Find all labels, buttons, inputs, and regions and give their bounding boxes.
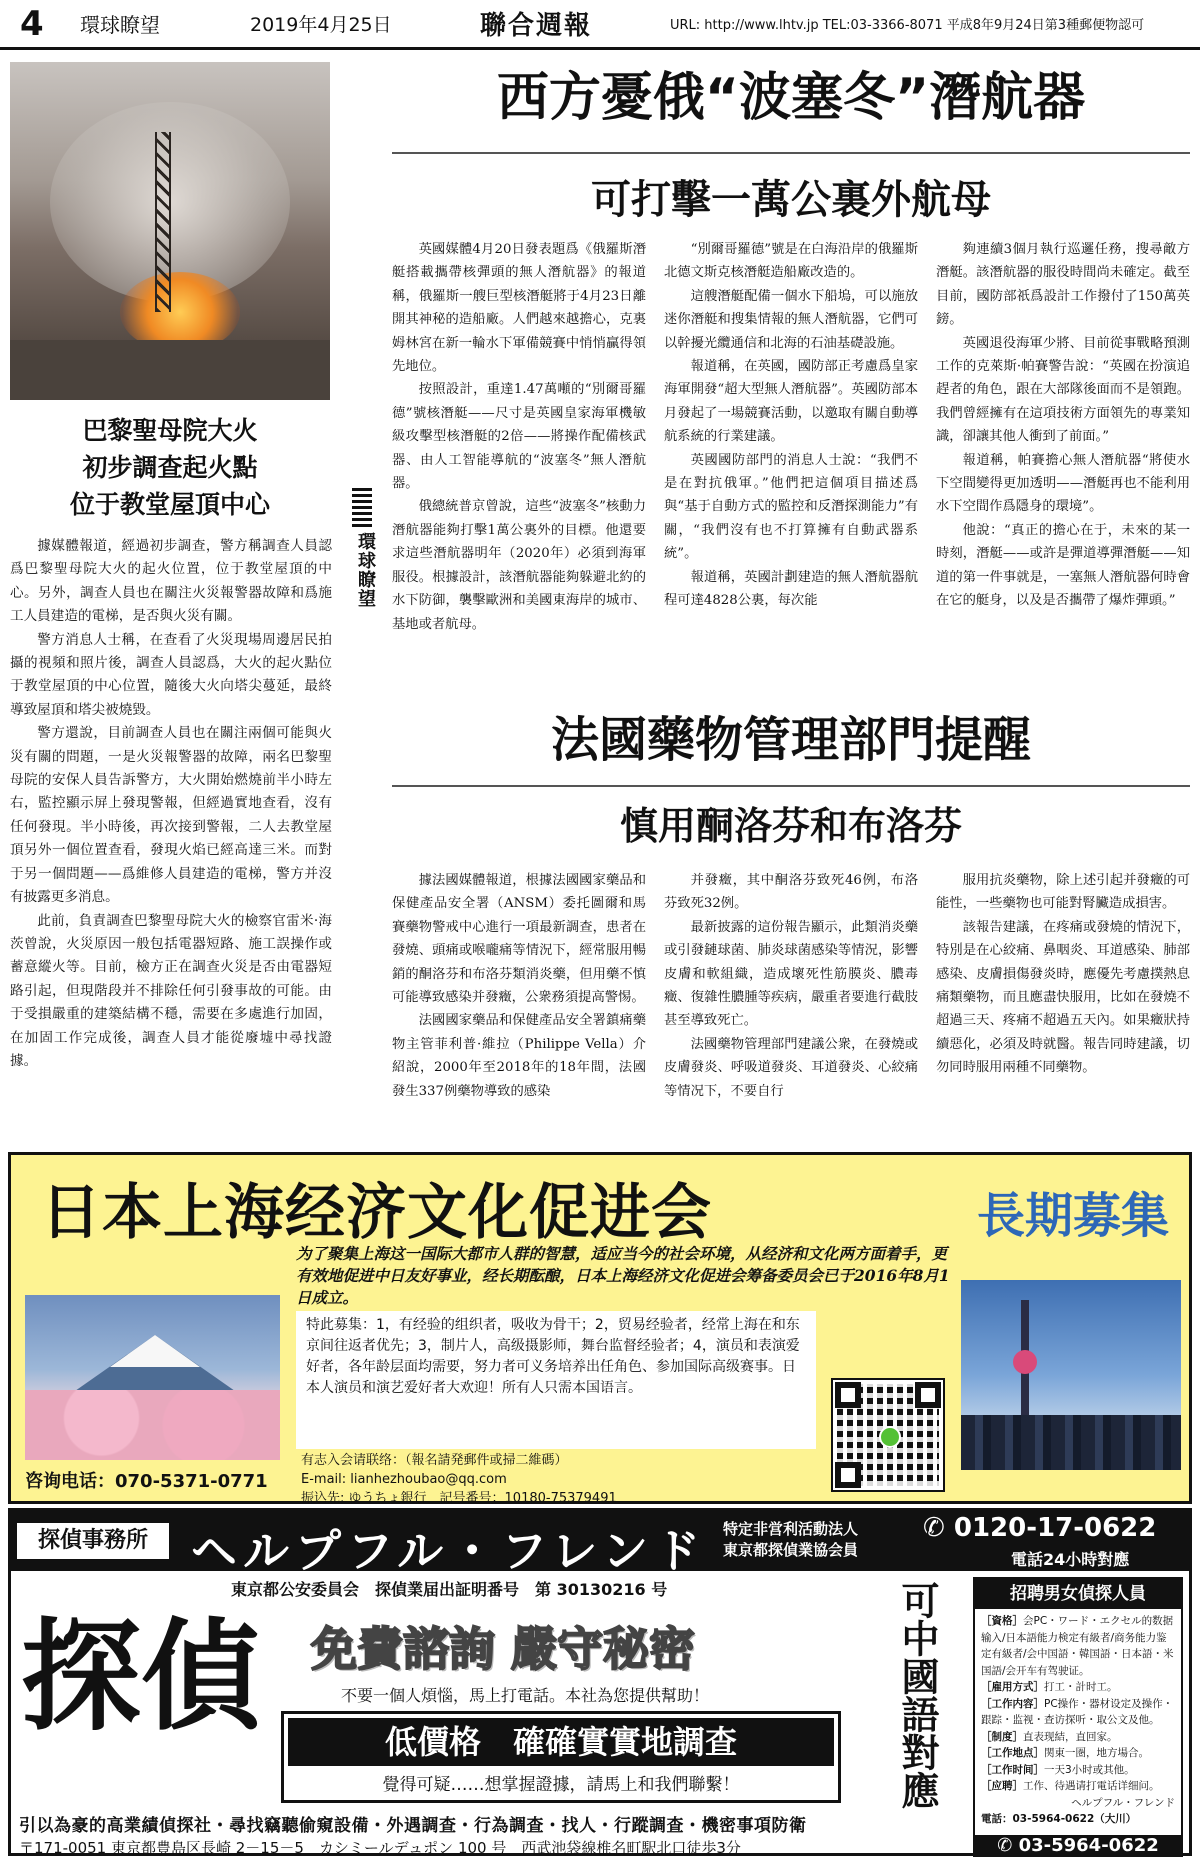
- poseidon-article: [392, 58, 1190, 636]
- drug-article: [392, 705, 1190, 1103]
- detective-services: 引以為豪的高業績偵探社・尋找竊聽偷窺設備・外遇調查・行為調查・找人・行蹤調查・機密事項防衛: [19, 1816, 807, 1836]
- issue-date: 2019年4月25日: [250, 14, 392, 36]
- detective-office-label: 探偵事務所: [17, 1523, 169, 1559]
- ad-recruit: 特此募集：1，有经验的组织者，吸收为骨干；2，贸易经验者，经常上海在和东京间往返者优先；3，制片人，高级摄影师，舞台监督经验者；4，演员和表演爱好者，各年龄层面均需要，努力者可义务培养出任角色、参加国际高级赛事。日本人演员和演艺爱好者大欢迎！所有人只需本国语言。: [296, 1311, 816, 1449]
- drug-col-2: 并發癥，其中酮洛芬致死46例，布洛芬致死32例。 最新披露的這份報告顯示，此類消炎藥或引發鏈球菌、肺炎球菌感染等情況，影響皮膚和軟組織，造成壞死性筋膜炎、膿毒癥、復雜性膿腫等疾病，嚴重者要進行截肢甚至導致死亡。 法國藥物管理部門建議公衆，在發燒或皮膚發炎、呼吸道發炎、耳道發炎、心絞痛等情况下，不要自行: [664, 873, 918, 1099]
- poseidon-headline: 西方憂俄“波塞冬”潛航器: [496, 68, 1086, 128]
- detective-jobs-box: 招聘男女偵探人員 ［資格］会PC・ワード・エクセル的数据输入/日本語能力検定有級者/商务能力鉴定有級者/会中国語・韓国語・日本語・米国語/会开车有驾驶证。 ［雇用方式］打工・計时工。 ［工作内容］PC操作・器材设定及操作・跟踪・监视・查访探听・取公文及他。 ［制度］直表现結，直回家。 ［工作地点］関東一圏，地方場合。 ［工作时间］一天3小时或其他。 ［应聘］工作、待遇请打電话详细问。 ヘルプフル・フレンド 電話：03-5964-0622（大川）: [973, 1577, 1183, 1839]
- detective-tel-24h: 電話24小時對應: [1011, 1550, 1130, 1569]
- drug-subhead: 慎用酮洛芬和布洛芬: [619, 803, 962, 848]
- detective-jobs-list: ［資格］会PC・ワード・エクセル的数据输入/日本語能力検定有級者/商务能力鉴定有級者/会中国語・韓国語・日本語・米国語/会开车有驾驶证。 ［雇用方式］打工・計时工。 ［工作内容］PC操作・器材设定及操作・跟踪・监视・查访探听・取公文及他。 ［制度］直表现結，直回家。 ［工作地点］関東一圏，地方場合。 ［工作时间］一天3小时或其他。 ［应聘］工作、待遇请打電话详细问。 ヘルプフル・フレンド 電話：03-5964-0622（大川）: [981, 1615, 1175, 1825]
- ad-contact: 有志入会请联络：（報名請発郵件或掃二維碼） E-mail: lianhezhoubao@qq.com 振込先: ゆうちょ銀行 記号番号：10180-75379491: [301, 1453, 617, 1506]
- detective-address: 〒171-0051 東京都豊島区長崎 2－15－5 カシミールデュポン 100 号 西武池袋線椎名町駅北口徒歩3分: [19, 1839, 741, 1857]
- detective-license: 東京都公安委員会 探偵業届出証明番号 第 30130216 号: [231, 1580, 668, 1599]
- detective-big-title: 探偵: [21, 1608, 261, 1747]
- poseidon-col-3: 夠連續3個月執行巡邏任務，搜尋敵方潛艇。該潛航器的服役時間尚未確定。截至目前，國防部祇爲設計工作撥付了150萬英鎊。 英國退役海軍少將、目前從事戰略預測工作的克萊斯·帕賽警告說：“英國在扮演追趕者的角色，跟在大部隊後面而不是領跑。我們曾經擁有在這項技術方面領先的專業知識，卻讓其他人衝到了前面。” 報道稱，帕賽擔心無人潛航器“將使水下空間變得更加透明——潛艇再也不能利用水下空間作爲隱身的環境”。 他說：“真正的擔心在于，未來的某一時刻，潛艇——或許是彈道導彈潛艇——知道的第一件事就是，一塞無人潛航器何時會在它的艇身，以及是否攜帶了爆炸彈頭。”: [936, 242, 1190, 609]
- shanghai-skyline-image: [961, 1280, 1181, 1470]
- phone-icon: ✆: [923, 1513, 945, 1543]
- notre-dame-headline: 巴黎聖母院大火 初步調查起火點 位于教堂屋頂中心: [69, 416, 270, 519]
- page-number: 4: [20, 3, 44, 44]
- ad-title: 日本上海经济文化促进会: [41, 1178, 712, 1248]
- detective-brand: ヘルプフル・フレンド: [191, 1524, 707, 1578]
- notre-dame-article: [10, 62, 348, 1150]
- poseidon-col-2: “別爾哥羅德”號是在白海沿岸的俄羅斯北德文斯克核潛艇造船廠改造的。 這艘潛艇配備一個水下船塢，可以施放迷你潛艇和搜集情報的無人潛航器，它們可以幹擾光纜通信和北海的石油基礎設施。 報道稱，在英國，國防部正考慮爲皇家海軍開發“超大型無人潛航器”。英國防部本月發起了一場競賽活動，以邀取有關自動導航系統的行業建議。 英國國防部門的消息人士說：“我們不是在對抗俄軍。”他們把這個項目描述爲與“基于自動方式的監控和反潛探測能力”有關，“我們沒有也不打算擁有自動武器系統”。 報道稱，英國計劃建造的無人潛航器航程可達4828公裏，每次能: [664, 242, 918, 609]
- poseidon-subhead: 可打擊一萬公裏外航母: [591, 176, 991, 223]
- poseidon-col-1: 英國媒體4月20日發表題爲《俄羅斯潛艇搭載攜帶核彈頭的無人潛航器》的報道稱，俄羅斯一艘巨型核潛艇將于4月23日離開其神秘的造船廠。人們越來越擔心，克裏姆林宮在新一輪水下軍備競賽中悄悄贏得領先地位。 按照設計，重達1.47萬噸的“別爾哥羅德”號核潛艇——尺寸是英國皇家海軍機敏級攻擊型核潛艇的2倍——將操作配備核武器、由人工智能導航的“波塞冬”無人潛航器。 俄總統普京曾說，這些“波塞冬”核動力潛航器能夠打擊1萬公裏外的目標。他還要求這些潛航器明年（2020年）必須到海軍服役。根據設計，該潛航器能夠躲避北約的水下防御，襲擊歐洲和美國東海岸的城市、基地或者航母。: [392, 242, 646, 632]
- drug-col-3: 服用抗炎藥物，除上述引起并發癥的可能性，一些藥物也可能對腎臟造成損害。 該報告建議，在疼痛或發燒的情況下，特別是在心絞痛、鼻咽炎、耳道感染、肺部感染、皮膚損傷發炎時，應優先考慮撲熱息痛類藥物，而且應盡快服用，比如在發燒不超過三天、疼痛不超過五天內。如果癥狀持續惡化，必須及時就醫。報告同時建議，切勿同時服用兩種不同藥物。: [936, 873, 1190, 1076]
- notre-dame-body: 據媒體報道，經過初步調查，警方稱調查人員認爲巴黎聖母院大火的起火位置，位于教堂屋頂的中心。另外，調查人員也在關注火災報警器故障和爲施工人員建造的電梯，是否與火災有關。 警方消息人士稱，在查看了火災現場周邊居民拍攝的視頻和照片後，調查人員認爲，大火的起火點位于教堂屋頂的中心位置，隨後大火向塔尖蔓延，最終導致屋頂和塔尖被燒毀。 警方還說，目前調查人員也在關注兩個可能與火災有關的問題，一是火災報警器的故障，兩名巴黎聖母院的安保人員告訴警方，大火開始燃燒前半小時左右，監控顯示屏上發現警報，但經過實地查看，沒有任何發現。半小時後，再次接到警報，二人去教堂屋頂另外一個位置查看，發現火焰已經高達三米。而對于另一個問題——爲維修人員建造的電梯，警方并沒有披露更多消息。 此前，負責調查巴黎聖母院大火的檢察官雷米·海茨曾說，火災原因一般包括電器短路、施工誤操作或蓄意縱火等。目前，檢方正在調查火災是否由電器短路引起，但現階段并不排除任何引發事故的可能。由于受損嚴重的建築結構不穩，需要在多處進行加固，在加固工作完成後，調查人員才能從廢墟中尋找證據。: [10, 538, 332, 1069]
- masthead: [0, 0, 1200, 50]
- detective-chinese-ok: 可中國語對應: [895, 1581, 939, 1809]
- ad-phone: 咨询电话：070-5371-0771: [25, 1471, 268, 1492]
- ad-intro: 为了聚集上海这一国际大都市人群的智慧，适应当今的社会环境，从经济和文化两方面着手，更有效地促进中日友好事业，经长期酝酿，日本上海经济文化促进会筹备委员会已于2016年8月1日成立。: [296, 1244, 950, 1307]
- drug-headline: 法國藥物管理部門提醒: [550, 712, 1031, 768]
- phone-icon: ✆: [997, 1835, 1013, 1856]
- drug-col-1: 據法國媒體報道，根據法國國家藥品和保健產品安全署（ANSM）委托圖爾和馬賽藥物警戒中心進行一項最新調查，患者在發燒、頭痛或喉嚨痛等情況下，經常服用暢銷的酮洛芬和布洛芬類消炎藥，但用藥不慎可能導致感染并發癥，公衆務須提高警惕。 法國國家藥品和保健產品安全署鎮痛藥物主管菲利普·維拉（Philippe Vella）介紹說，2000年至2018年的18年間，法國發生337例藥物導致的感染: [392, 873, 646, 1099]
- detective-slogan: 不要一個人煩惱，馬上打電話。本社為您提供幫助！: [341, 1686, 710, 1705]
- detective-ad-header: [11, 1511, 1189, 1578]
- notre-dame-fire-photo: [10, 62, 330, 400]
- qr-code[interactable]: [833, 1380, 943, 1490]
- mount-fuji-image: [25, 1295, 280, 1460]
- ad-long-term: 長期募集: [976, 1188, 1169, 1244]
- section-name: 環球瞭望: [80, 13, 160, 37]
- detective-tel-2[interactable]: ✆ 03-5964-0622: [973, 1835, 1183, 1857]
- shanghai-association-ad: [8, 1152, 1192, 1504]
- ad-email[interactable]: lianhezhoubao@qq.com: [350, 1472, 507, 1487]
- detective-association: 特定非営利活動法人 東京都探偵業協会員: [723, 1520, 859, 1559]
- side-section-tag: 環球瞭望: [352, 488, 372, 636]
- detective-free-consult: 免費諮詢 嚴守秘密: [311, 1622, 696, 1676]
- wechat-icon: [879, 1426, 901, 1448]
- paper-info: URL: http://www.lhtv.jp TEL:03-3366-8071 平成8年9月24日第3種郵便物認可: [670, 18, 1145, 33]
- detective-low-price-box: 低價格 確確實實地調查 覺得可疑……想掌握證據，請馬上和我們聯繫！: [281, 1711, 841, 1803]
- detective-tel[interactable]: ✆ 0120-17-0622: [923, 1513, 1157, 1543]
- paper-name: 聯合週報: [480, 11, 593, 41]
- detective-ad: [8, 1508, 1192, 1856]
